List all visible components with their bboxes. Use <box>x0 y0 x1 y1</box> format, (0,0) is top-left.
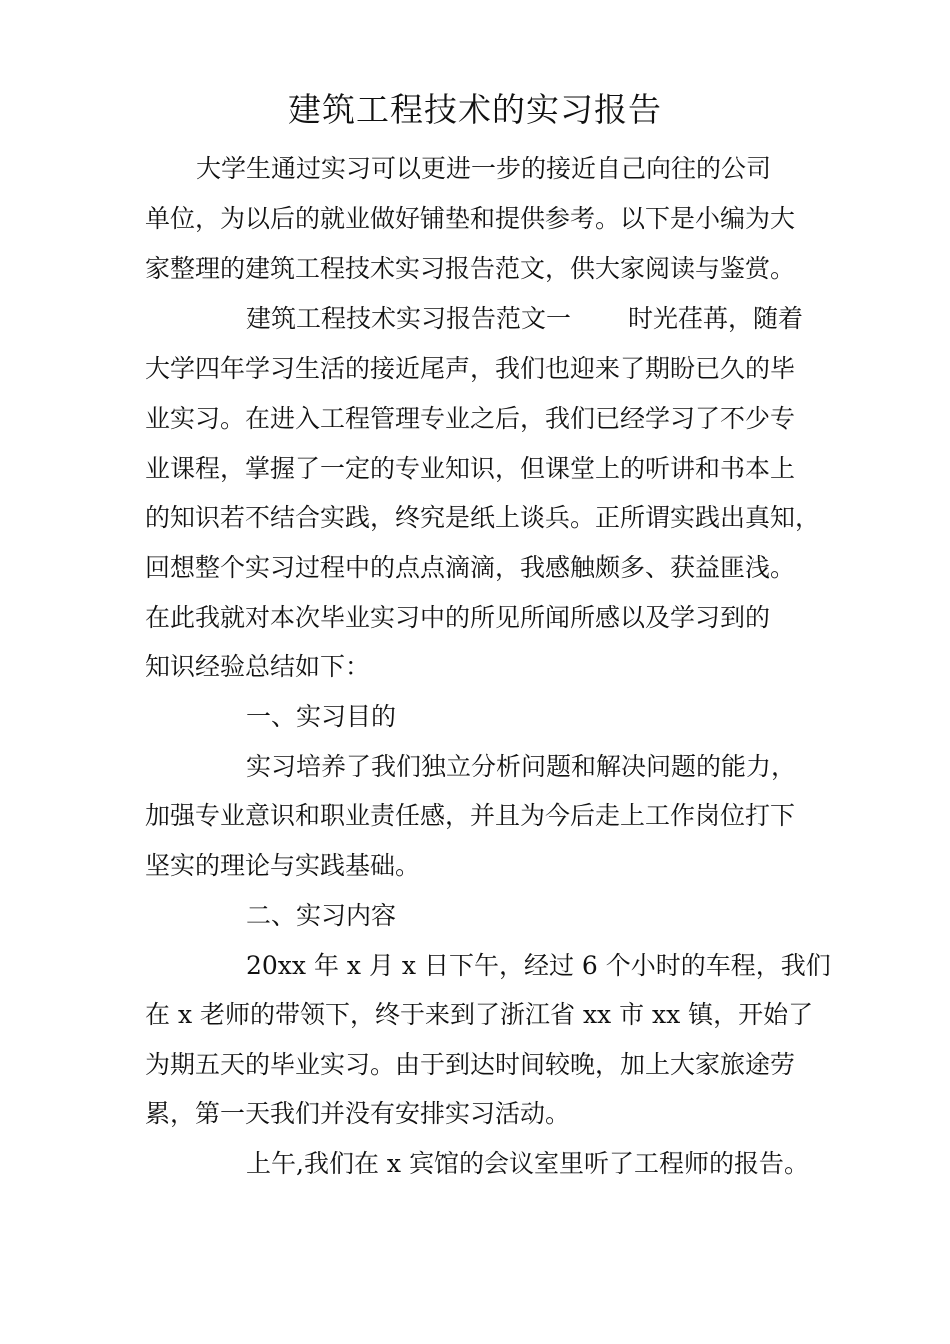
body-line: 坚实的理论与实践基础。 <box>145 851 421 880</box>
body-line: 20xx 年 x 月 x 日下午，经过 6 个小时的车程，我们 <box>246 951 831 980</box>
body-line: 业实习。在进入工程管理专业之后，我们已经学习了不少专 <box>145 404 796 433</box>
body-line: 知识经验总结如下： <box>145 652 371 681</box>
section-heading: 一、实习目的 <box>246 702 397 731</box>
body-line: 实习培养了我们独立分析问题和解决问题的能力， <box>246 752 797 781</box>
body-line: 的知识若不结合实践，终究是纸上谈兵。正所谓实践出真知， <box>145 503 821 532</box>
body-line: 在此我就对本次毕业实习中的所见所闻所感以及学习到的 <box>145 603 771 632</box>
intro-line: 单位，为以后的就业做好铺垫和提供参考。以下是小编为大 <box>145 204 796 233</box>
sample-heading: 建筑工程技术实习报告范文一 <box>246 304 572 333</box>
body-line: 加强专业意识和职业责任感，并且为今后走上工作岗位打下 <box>145 801 796 830</box>
body-line: 回想整个实习过程中的点点滴滴，我感触颇多、获益匪浅。 <box>145 553 796 582</box>
body-line: 业课程，掌握了一定的专业知识，但课堂上的听讲和书本上 <box>145 454 796 483</box>
body-line: 大学四年学习生活的接近尾声，我们也迎来了期盼已久的毕 <box>145 354 796 383</box>
sample-first-text: 时光荏苒，随着 <box>628 304 804 333</box>
intro-line: 大学生通过实习可以更进一步的接近自己向往的公司 <box>196 154 772 183</box>
body-line: 在 x 老师的带领下，终于来到了浙江省 xx 市 xx 镇，开始了 <box>145 1000 814 1029</box>
body-line: 上午,我们在 x 宾馆的会议室里听了工程师的报告。 <box>246 1149 809 1178</box>
section-heading: 二、实习内容 <box>246 901 397 930</box>
body-line: 为期五天的毕业实习。由于到达时间较晚，加上大家旅途劳 <box>145 1050 796 1079</box>
body-line: 累，第一天我们并没有安排实习活动。 <box>145 1099 571 1128</box>
document-title: 建筑工程技术的实习报告 <box>288 90 662 129</box>
intro-line: 家整理的建筑工程技术实习报告范文，供大家阅读与鉴赏。 <box>145 254 796 283</box>
